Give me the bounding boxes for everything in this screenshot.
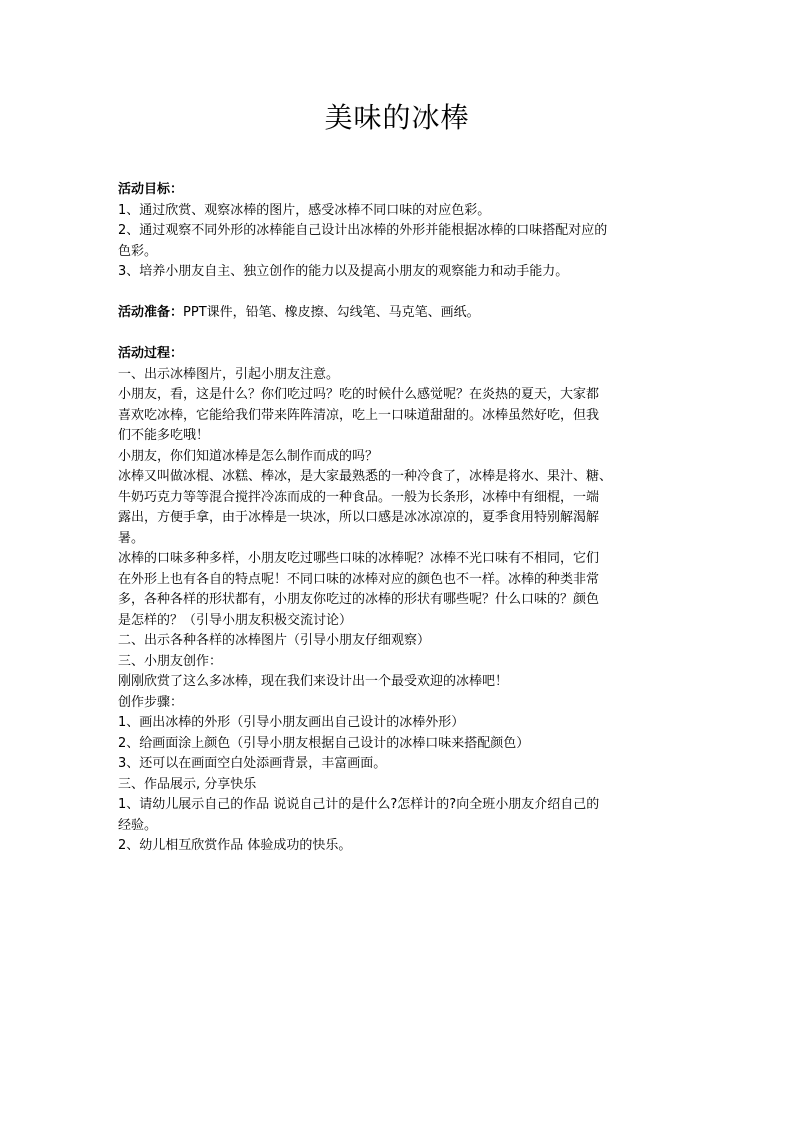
text-line: 冰棒又叫做冰棍、冰糕、棒冰，是大家最熟悉的一种冷食了，冰棒是将水、果汁、糖、 [118,469,613,484]
text-line: 一、出示冰棒图片，引起小朋友注意。 [118,366,340,382]
text-line: 3、还可以在画面空白处添画背景，丰富画面。 [118,756,387,771]
text-line: 是怎样的？（引导小朋友积极交流讨论） [118,612,353,628]
section-heading: 活动过程： [118,346,184,361]
text-line: 三、作品展示, 分享快乐 [118,776,257,792]
document-title: 美味的冰棒 [324,101,470,134]
text-line: 创作步骤： [118,694,184,710]
text-line: 1、画出冰棒的外形（引导小朋友画出自己设计的冰棒外形） [118,715,465,730]
text-line: 3、培养小朋友自主、独立创作的能力以及提高小朋友的观察能力和动手能力。 [118,264,569,279]
text-line: 1、请幼儿展示自己的作品 说说自己计的是什么?怎样计的?向全班小朋友介绍自己的 [118,797,600,812]
text-line: 经验。 [118,817,158,833]
text-line: 小朋友，看，这是什么？你们吃过吗？吃的时候什么感觉呢？在炎热的夏天，大家都 [118,387,600,402]
text-line: 冰棒的口味多种多样，小朋友吃过哪些口味的冰棒呢？冰棒不光口味有不相同，它们 [118,551,600,566]
section-heading: 活动准备： [118,305,184,320]
text-line: 暑。 [118,530,145,546]
text-line: 多，各种各样的形状都有，小朋友你吃过的冰棒的形状有哪些呢？什么口味的？颜色 [118,592,600,607]
text-line: 2、幼儿相互欣赏作品 体验成功的快乐。 [118,838,352,853]
text-line: 小朋友，你们知道冰棒是怎么制作而成的吗？ [118,448,379,464]
document-body [118,180,688,857]
blank-line [118,324,688,345]
text-line: 1、通过欣赏、观察冰棒的图片，感受冰棒不同口味的对应色彩。 [118,202,491,218]
text-line: 露出，方便手拿，由于冰棒是一块冰，所以口感是冰冰凉凉的，夏季食用特别解渴解 [118,510,600,525]
section-heading: 活动目标： [118,182,184,197]
text-line: 们不能多吃哦！ [118,428,210,443]
blank-line [118,283,688,304]
text-line: 在外形上也有各自的特点呢！不同口味的冰棒对应的颜色也不一样。冰棒的种类非常 [118,571,600,587]
text-line: 色彩。 [118,243,158,259]
text-line: 二、出示各种各样的冰棒图片（引导小朋友仔细观察） [118,633,431,648]
preparation-line [118,303,688,324]
preparation-text: PPT课件，铅笔、橡皮擦、勾线笔、马克笔、画纸。 [183,305,480,320]
text-line: 刚刚欣赏了这么多冰棒，现在我们来设计出一个最受欢迎的冰棒吧！ [118,674,509,689]
text-line: 牛奶巧克力等等混合搅拌冷冻而成的一种食品。一般为长条形，冰棒中有细棍，一端 [118,489,600,505]
text-line: 喜欢吃冰棒，它能给我们带来阵阵清凉，吃上一口味道甜甜的。冰棒虽然好吃，但我 [118,407,600,423]
text-line: 三、小朋友创作： [118,653,223,669]
text-line: 2、给画面涂上颜色（引导小朋友根据自己设计的冰棒口味来搭配颜色） [118,735,530,751]
text-line: 2、通过观察不同外形的冰棒能自己设计出冰棒的外形并能根据冰棒的口味搭配对应的 [118,223,608,238]
